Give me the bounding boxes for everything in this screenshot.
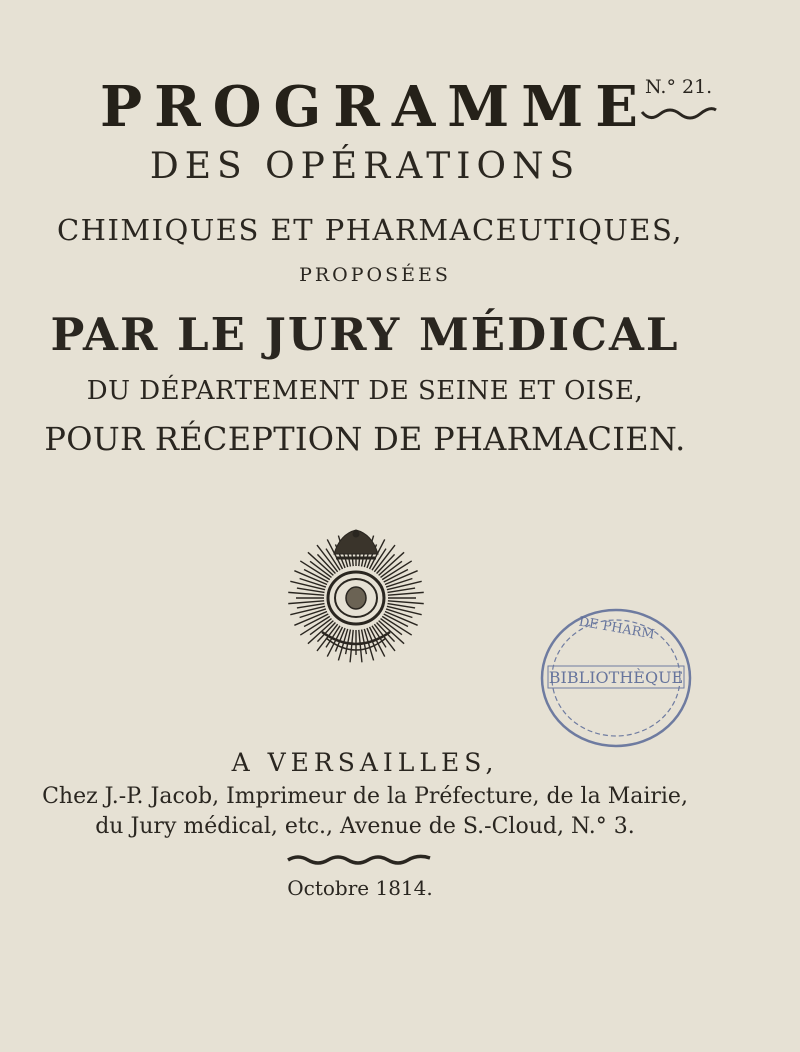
stamp-text-center: BIBLIOTHÈQUE [548,668,684,687]
subtitle-operations: DES OPÉRATIONS [149,146,581,187]
stamp-text-top: DE PHARM [577,614,656,643]
divider-ornament-icon [286,852,432,866]
subtitle-jury: PAR LE JURY MÉDICAL [50,308,680,361]
subtitle-chemical: CHIMIQUES ET PHARMACEUTIQUES, [56,213,684,247]
publisher-line-1: Chez J.-P. Jacob, Imprimeur de la Préfecture, de la Mairie, [42,784,688,809]
publisher-line-2: du Jury médical, etc., Avenue de S.-Cloud, N.° 3. [95,814,635,839]
title: PROGRAMME [100,74,650,140]
subtitle-proposed: PROPOSÉES [299,264,451,286]
subtitle-reception: POUR RÉCEPTION DE PHARMACIEN. [44,420,686,458]
library-stamp-icon [530,598,702,758]
publication-place: A VERSAILLES, [231,748,499,777]
publication-date: Octobre 1814. [287,876,433,900]
printer-emblem-icon [282,520,438,670]
issue-number: N.° 21. [645,76,713,98]
subtitle-department: DU DÉPARTEMENT DE SEINE ET OISE, [86,376,644,406]
